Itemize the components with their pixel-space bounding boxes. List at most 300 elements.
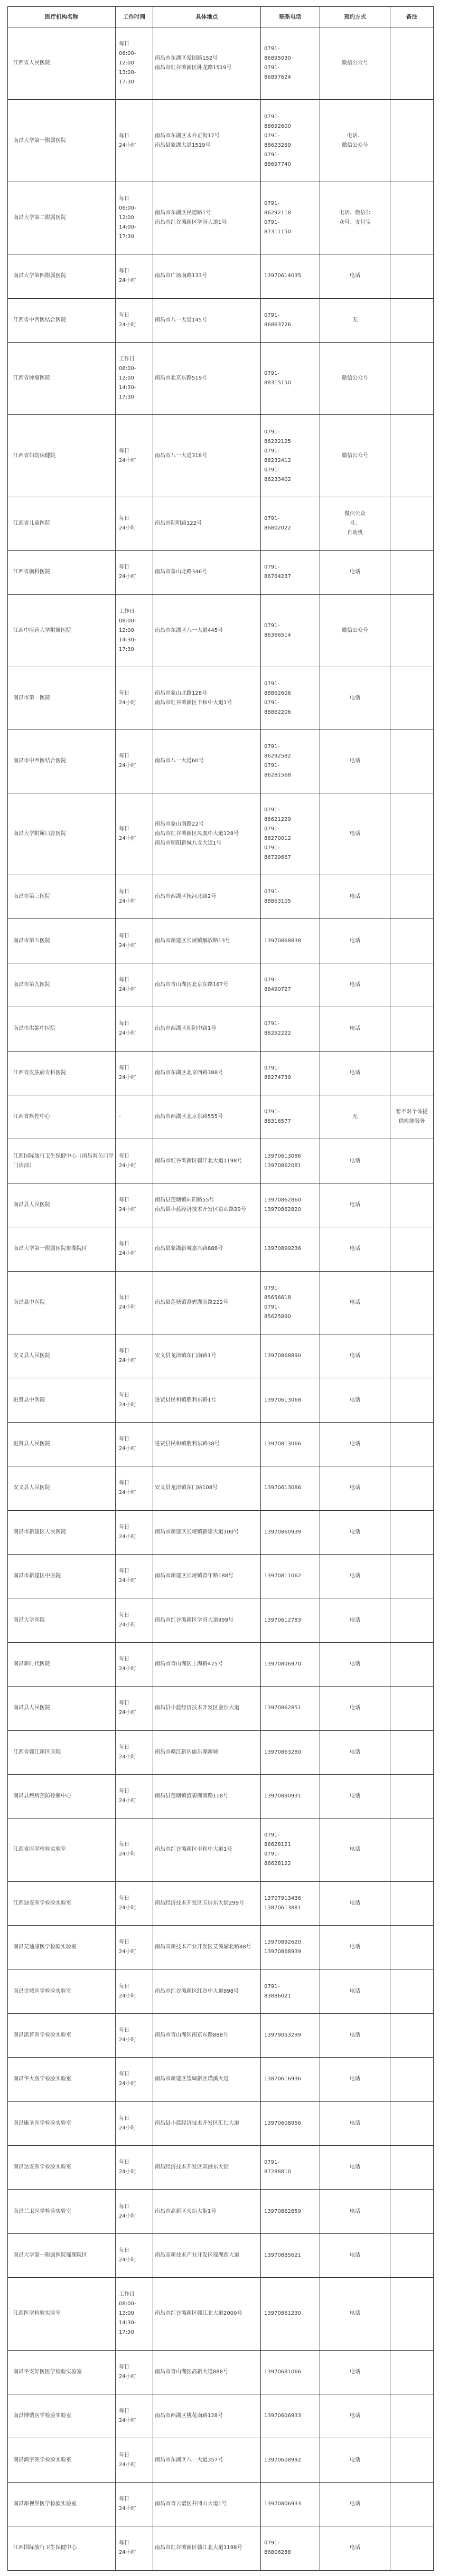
working-hours-cell: 每日 24小时 bbox=[116, 2350, 153, 2394]
address-cell: 进贤县民和镇胜利东路38号 bbox=[153, 1422, 261, 1466]
address-cell: 南昌市阳明路122号 bbox=[153, 497, 261, 550]
table-row bbox=[8, 1466, 434, 1510]
table-row bbox=[8, 100, 434, 182]
booking-method-cell: 电话 bbox=[320, 551, 390, 594]
table-row bbox=[8, 1007, 434, 1051]
working-hours-cell: 每日 24小时 bbox=[116, 497, 153, 550]
institution-name-cell: 江西省人民医院 bbox=[8, 27, 116, 100]
booking-method-cell: 电话 bbox=[320, 1466, 390, 1510]
address-cell: 南昌市东湖区爱国路152号 南昌市红谷滩新区卧龙路1519号 bbox=[153, 27, 261, 100]
working-hours-cell: 每日 24小时 bbox=[116, 1422, 153, 1466]
phone-cell: 0791- 88692600 0791- 88623269 0791- 88697740 bbox=[261, 100, 320, 182]
phone-cell: 13970606933 bbox=[261, 2394, 320, 2438]
remarks-cell bbox=[390, 875, 434, 919]
address-cell: 南昌市东湖区北京西路388号 bbox=[153, 1051, 261, 1095]
address-cell: 南昌市红谷滩新区红谷中大道998号 bbox=[153, 1969, 261, 2013]
working-hours-cell: 每日 24小时 bbox=[116, 2394, 153, 2438]
institution-name-cell: 南昌金域医学检验实验室 bbox=[8, 1969, 116, 2013]
institution-name-cell: 江西省妇幼保健院 bbox=[8, 415, 116, 497]
table-row bbox=[8, 667, 434, 730]
booking-method-cell: 电话 bbox=[320, 254, 390, 298]
address-cell: 南昌市西湖区朝阳中路1号 bbox=[153, 1007, 261, 1051]
working-hours-cell: 每日 24小时 bbox=[116, 1881, 153, 1925]
phone-cell: 0791- 87288810 bbox=[261, 2146, 320, 2190]
address-cell: 南昌市八一大道318号 bbox=[153, 415, 261, 497]
remarks-cell bbox=[390, 2438, 434, 2482]
phone-cell: 0791- 86806288 bbox=[261, 2526, 320, 2570]
working-hours-cell: 每日 24小时 bbox=[116, 1466, 153, 1510]
booking-method-cell: 电话 bbox=[320, 1554, 390, 1598]
table-row bbox=[8, 497, 434, 550]
table-row bbox=[8, 182, 434, 254]
working-hours-cell: 每日 24小时 bbox=[116, 1642, 153, 1686]
header-working-hours: 工作时间 bbox=[116, 7, 153, 27]
phone-cell: 13970862860 13970862820 bbox=[261, 1183, 320, 1227]
booking-method-cell: 电话 bbox=[320, 2438, 390, 2482]
phone-cell: 0791- 88274739 bbox=[261, 1051, 320, 1095]
institution-name-cell: 南昌博瑞医学检验实验室 bbox=[8, 2394, 116, 2438]
institution-name-cell: 南昌市中西医结合医院 bbox=[8, 730, 116, 793]
remarks-cell bbox=[390, 2394, 434, 2438]
table-row bbox=[8, 730, 434, 793]
booking-method-cell: 电话 bbox=[320, 667, 390, 730]
remarks-cell bbox=[390, 298, 434, 342]
table-row bbox=[8, 919, 434, 963]
working-hours-cell: 每日 24小时 bbox=[116, 2438, 153, 2482]
working-hours-cell: 每日 24小时 bbox=[116, 415, 153, 497]
phone-cell: 0791- 83886021 bbox=[261, 1969, 320, 2013]
table-row bbox=[8, 1271, 434, 1334]
address-cell: 南昌市青山湖区北京东路167号 bbox=[153, 963, 261, 1007]
phone-cell: 0791- 88862606 0791- 88862206 bbox=[261, 667, 320, 730]
table-row bbox=[8, 1774, 434, 1818]
phone-cell: 0791- 86895030 0791- 86897624 bbox=[261, 27, 320, 100]
booking-method-cell: 电话 bbox=[320, 1926, 390, 1969]
table-row bbox=[8, 2526, 434, 2570]
working-hours-cell: 每日 24小时 bbox=[116, 1183, 153, 1227]
table-row bbox=[8, 1926, 434, 1969]
institution-name-cell: 江西国际旅行卫生保健中心 bbox=[8, 2526, 116, 2570]
remarks-cell bbox=[390, 2190, 434, 2233]
address-cell: 南昌市新建区长堎镇解放路13号 bbox=[153, 919, 261, 963]
working-hours-cell: 每日 24小时 bbox=[116, 667, 153, 730]
phone-cell: 13970899236 bbox=[261, 1227, 320, 1271]
phone-cell: 13970868838 bbox=[261, 919, 320, 963]
institution-name-cell: 南昌大学第二附属医院 bbox=[8, 182, 116, 254]
table-row bbox=[8, 1881, 434, 1925]
phone-cell: 13970813066 bbox=[261, 1422, 320, 1466]
booking-method-cell: 电话 bbox=[320, 1730, 390, 1774]
institution-name-cell: 南昌市第五医院 bbox=[8, 919, 116, 963]
table-row bbox=[8, 2101, 434, 2145]
phone-cell: 0791- 86628121 0791- 86628122 bbox=[261, 1819, 320, 1881]
booking-method-cell: 电话 bbox=[320, 1271, 390, 1334]
remarks-cell bbox=[390, 1598, 434, 1642]
institution-name-cell: 南昌市洪都中医院 bbox=[8, 1007, 116, 1051]
remarks-cell bbox=[390, 1774, 434, 1818]
address-cell: 南昌市新建区长堎镇青年路188号 bbox=[153, 1554, 261, 1598]
institution-name-cell: 江西省疾控中心 bbox=[8, 1095, 116, 1139]
institution-name-cell: 江西省中西医结合医院 bbox=[8, 298, 116, 342]
table-row bbox=[8, 1969, 434, 2013]
remarks-cell bbox=[390, 1510, 434, 1554]
table-row bbox=[8, 1510, 434, 1554]
remarks-cell bbox=[390, 497, 434, 550]
phone-cell: 13970681066 bbox=[261, 2350, 320, 2394]
booking-method-cell: 电话 bbox=[320, 1819, 390, 1881]
working-hours-cell: 每日 24小时 bbox=[116, 2233, 153, 2277]
header-phone: 联系电话 bbox=[261, 7, 320, 27]
working-hours-cell: 每日 06:00- 12:00 14:00- 17:30 bbox=[116, 182, 153, 254]
phone-cell: 0791- 86366514 bbox=[261, 594, 320, 667]
remarks-cell bbox=[390, 1139, 434, 1183]
booking-method-cell: 电话 bbox=[320, 1334, 390, 1378]
remarks-cell bbox=[390, 2482, 434, 2526]
address-cell: 南昌市广场南路133号 bbox=[153, 254, 261, 298]
phone-cell: 13970862859 bbox=[261, 2190, 320, 2233]
remarks-cell bbox=[390, 1422, 434, 1466]
booking-method-cell: 电话 bbox=[320, 1183, 390, 1227]
address-cell: 南昌市新建区长堎镇新建大道100号 bbox=[153, 1510, 261, 1554]
table-row bbox=[8, 2013, 434, 2057]
institution-name-cell: 江西省儿童医院 bbox=[8, 497, 116, 550]
booking-method-cell: 电话 bbox=[320, 2526, 390, 2570]
remarks-cell bbox=[390, 2278, 434, 2350]
header-booking-method: 预约方式 bbox=[320, 7, 390, 27]
address-cell: 南昌市红谷滩新区赣江北大道1198号 bbox=[153, 1139, 261, 1183]
table-row bbox=[8, 1642, 434, 1686]
working-hours-cell: 每日 24小时 bbox=[116, 1139, 153, 1183]
phone-cell: 0791- 86863726 bbox=[261, 298, 320, 342]
table-row bbox=[8, 1819, 434, 1881]
working-hours-cell: 每日 24小时 bbox=[116, 2482, 153, 2526]
table-row bbox=[8, 27, 434, 100]
table-row bbox=[8, 2233, 434, 2277]
institution-name-cell: 南昌大学医院 bbox=[8, 1598, 116, 1642]
table-row bbox=[8, 1554, 434, 1598]
remarks-cell bbox=[390, 594, 434, 667]
booking-method-cell: 微信公众号 bbox=[320, 594, 390, 667]
booking-method-cell: 无 bbox=[320, 298, 390, 342]
remarks-cell bbox=[390, 182, 434, 254]
remarks-cell bbox=[390, 2146, 434, 2190]
phone-cell: 13970806970 bbox=[261, 1642, 320, 1686]
booking-method-cell: 电话 bbox=[320, 2058, 390, 2101]
address-cell: 南昌市西湖区北京东路555号 bbox=[153, 1095, 261, 1139]
working-hours-cell: 每日 24小时 bbox=[116, 1007, 153, 1051]
institution-name-cell: 进贤县人民医院 bbox=[8, 1422, 116, 1466]
booking-method-cell: 电话 bbox=[320, 2146, 390, 2190]
institution-name-cell: 南昌大学附属口腔医院 bbox=[8, 793, 116, 875]
table-row bbox=[8, 2146, 434, 2190]
address-cell: 南昌市青山湖区上海路475号 bbox=[153, 1642, 261, 1686]
working-hours-cell: 每日 24小时 bbox=[116, 1819, 153, 1881]
remarks-cell bbox=[390, 1687, 434, 1730]
working-hours-cell: 每日 24小时 bbox=[116, 2146, 153, 2190]
address-cell: 南昌市新建区望城新区璜溪大道 bbox=[153, 2058, 261, 2101]
remarks-cell bbox=[390, 2526, 434, 2570]
phone-cell: 13970862851 bbox=[261, 1687, 320, 1730]
booking-method-cell: 微信公众 号、 自助机 bbox=[320, 497, 390, 550]
phone-cell: 0791- 86252222 bbox=[261, 1007, 320, 1051]
working-hours-cell: 每日 24小时 bbox=[116, 1510, 153, 1554]
phone-cell: 13970613086 bbox=[261, 1466, 320, 1510]
institution-name-cell: 进贤县中医院 bbox=[8, 1378, 116, 1422]
remarks-cell bbox=[390, 1730, 434, 1774]
table-row bbox=[8, 2058, 434, 2101]
institution-name-cell: 江西省胸科医院 bbox=[8, 551, 116, 594]
table-row bbox=[8, 2278, 434, 2350]
working-hours-cell: 每日 24小时 bbox=[116, 963, 153, 1007]
table-row bbox=[8, 1139, 434, 1183]
remarks-cell bbox=[390, 1378, 434, 1422]
remarks-cell bbox=[390, 730, 434, 793]
booking-method-cell: 电话 bbox=[320, 1774, 390, 1818]
table-row bbox=[8, 342, 434, 414]
working-hours-cell: 每日 24小时 bbox=[116, 919, 153, 963]
working-hours-cell: 每日 24小时 bbox=[116, 1687, 153, 1730]
address-cell: 南昌县莲塘镇澄碧湖南路222号 bbox=[153, 1271, 261, 1334]
booking-method-cell: 电话 bbox=[320, 963, 390, 1007]
remarks-cell bbox=[390, 2058, 434, 2101]
remarks-cell bbox=[390, 963, 434, 1007]
table-row bbox=[8, 963, 434, 1007]
address-cell: 南昌市象山北路128号 南昌市红谷滩新区丰和中大道1号 bbox=[153, 667, 261, 730]
phone-cell: 13979053299 bbox=[261, 2013, 320, 2057]
booking-method-cell: 电话 bbox=[320, 875, 390, 919]
phone-cell: 0791- 88316577 bbox=[261, 1095, 320, 1139]
address-cell: 南昌县象湖新城嘉兴路888号 bbox=[153, 1227, 261, 1271]
table-row bbox=[8, 1730, 434, 1774]
address-cell: 南昌市东湖区八一大道445号 bbox=[153, 594, 261, 667]
booking-method-cell: 无 bbox=[320, 1095, 390, 1139]
booking-method-cell: 电话 bbox=[320, 730, 390, 793]
header-address: 具体地点 bbox=[153, 7, 261, 27]
working-hours-cell: 每日 24小时 bbox=[116, 2190, 153, 2233]
phone-cell: 0791- 86490727 bbox=[261, 963, 320, 1007]
working-hours-cell: 每日 24小时 bbox=[116, 1926, 153, 1969]
working-hours-cell: 每日 24小时 bbox=[116, 2058, 153, 2101]
working-hours-cell: 每日 24小时 bbox=[116, 298, 153, 342]
address-cell: 南昌市高新区火炬大街1号 bbox=[153, 2190, 261, 2233]
address-cell: 南昌高新技术产业开发区艾溪湖北路88号 bbox=[153, 1926, 261, 1969]
institution-name-cell: 南昌凯普医学检验实验室 bbox=[8, 2013, 116, 2057]
institution-name-cell: 江西中医药大学附属医院 bbox=[8, 594, 116, 667]
table-row bbox=[8, 1095, 434, 1139]
address-cell: 安义县龙津镇东门南路1号 bbox=[153, 1334, 261, 1378]
address-cell: 南昌市青山湖区高新大道888号 bbox=[153, 2350, 261, 2394]
remarks-cell bbox=[390, 793, 434, 875]
table-row bbox=[8, 793, 434, 875]
table-row bbox=[8, 2394, 434, 2438]
address-cell: 南昌市八一大道60号 bbox=[153, 730, 261, 793]
institution-name-cell: 南昌县人民医院 bbox=[8, 1183, 116, 1227]
remarks-cell bbox=[390, 919, 434, 963]
working-hours-cell: 每日 24小时 bbox=[116, 1051, 153, 1095]
working-hours-cell: 每日 24小时 bbox=[116, 254, 153, 298]
working-hours-cell: 每日 24小时 bbox=[116, 1271, 153, 1334]
booking-method-cell: 电话 bbox=[320, 919, 390, 963]
phone-cell: 13707913436 13870613881 bbox=[261, 1881, 320, 1925]
booking-method-cell: 电话 bbox=[320, 1422, 390, 1466]
booking-method-cell: 电话 bbox=[320, 1598, 390, 1642]
working-hours-cell: 每日 24小时 bbox=[116, 1774, 153, 1818]
working-hours-cell: 每日 24小时 bbox=[116, 551, 153, 594]
institution-name-cell: 南昌华大医学检验实验室 bbox=[8, 2058, 116, 2101]
address-cell: 南昌市红谷滩新区赣江北大道2000号 bbox=[153, 2278, 261, 2350]
institution-name-cell: 南昌县中医院 bbox=[8, 1271, 116, 1334]
institution-name-cell: 南昌康圣医学检验实验室 bbox=[8, 2101, 116, 2145]
booking-method-cell: 微信公众号 bbox=[320, 342, 390, 414]
booking-method-cell: 电话 bbox=[320, 1642, 390, 1686]
institution-name-cell: 南昌大学第一附属医院瑶湖院区 bbox=[8, 2233, 116, 2277]
booking-method-cell: 电话 bbox=[320, 1881, 390, 1925]
address-cell: 南昌县莲塘镇澄碧湖南路118号 bbox=[153, 1774, 261, 1818]
working-hours-cell: 每日 24小时 bbox=[116, 875, 153, 919]
institution-name-cell: 江西国际旅行卫生保健中心（南昌海关口岸门诊部） bbox=[8, 1139, 116, 1183]
remarks-cell bbox=[390, 2350, 434, 2394]
working-hours-cell: 每日 24小时 bbox=[116, 2013, 153, 2057]
remarks-cell bbox=[390, 1051, 434, 1095]
table-row bbox=[8, 415, 434, 497]
booking-method-cell: 电话 bbox=[320, 1051, 390, 1095]
address-cell: 南昌高新技术产业开发区瑶湖西大道 bbox=[153, 2233, 261, 2277]
institution-name-cell: 南昌兰卫医学检验实验室 bbox=[8, 2190, 116, 2233]
phone-cell: 0791- 86621229 0791- 86270012 0791- 86729667 bbox=[261, 793, 320, 875]
institution-name-cell: 南昌市第三医院 bbox=[8, 875, 116, 919]
phone-cell: 0791- 86292118 0791- 87311150 bbox=[261, 182, 320, 254]
institution-name-cell: 江西省赣江新区医院 bbox=[8, 1730, 116, 1774]
table-row bbox=[8, 1687, 434, 1730]
phone-cell: 0791- 86802022 bbox=[261, 497, 320, 550]
address-cell: 南昌市东湖区八一大道357号 bbox=[153, 2438, 261, 2482]
remarks-cell bbox=[390, 1819, 434, 1881]
booking-method-cell: 电话 bbox=[320, 2482, 390, 2526]
booking-method-cell: 电话 bbox=[320, 1007, 390, 1051]
working-hours-cell: 每日 24小时 bbox=[116, 1598, 153, 1642]
remarks-cell bbox=[390, 1554, 434, 1598]
institution-name-cell: 江西省医学检验实验室 bbox=[8, 1819, 116, 1881]
booking-method-cell: 微信公众号 bbox=[320, 27, 390, 100]
table-row bbox=[8, 1183, 434, 1227]
booking-method-cell: 微信公众号 bbox=[320, 415, 390, 497]
phone-cell: 0791- 85656618 0791- 85625890 bbox=[261, 1271, 320, 1334]
address-cell: 南昌县小蓝经济技术开发区金沙大道 bbox=[153, 1687, 261, 1730]
working-hours-cell: 每日 24小时 bbox=[116, 730, 153, 793]
booking-method-cell: 电话 bbox=[320, 2394, 390, 2438]
working-hours-cell: 每日 24小时 bbox=[116, 793, 153, 875]
address-cell: 南昌市东湖区永外正街17号 南昌县象湖大道1519号 bbox=[153, 100, 261, 182]
working-hours-cell: 每日 24小时 bbox=[116, 1554, 153, 1598]
institution-name-cell: 江西医学检验实验室 bbox=[8, 2278, 116, 2350]
remarks-cell bbox=[390, 1466, 434, 1510]
phone-cell: 13970860939 bbox=[261, 1510, 320, 1554]
remarks-cell bbox=[390, 2233, 434, 2277]
booking-method-cell: 电话 bbox=[320, 2278, 390, 2350]
phone-cell: 13970613086 13970862081 bbox=[261, 1139, 320, 1183]
institution-name-cell: 南昌大学第一附属医院 bbox=[8, 100, 116, 182]
testing-institutions-table bbox=[7, 6, 434, 2571]
table-header-row bbox=[8, 7, 434, 27]
booking-method-cell: 电话、 微信公众号 bbox=[320, 100, 390, 182]
address-cell: 南昌市北京东路519号 bbox=[153, 342, 261, 414]
working-hours-cell: 每日 24小时 bbox=[116, 2101, 153, 2145]
remarks-cell bbox=[390, 1271, 434, 1334]
address-cell: 南昌市赣江新区儒乐湖新城 bbox=[153, 1730, 261, 1774]
institution-name-cell: 南昌市第一医院 bbox=[8, 667, 116, 730]
table-row bbox=[8, 1422, 434, 1466]
phone-cell: 13970608956 bbox=[261, 2101, 320, 2145]
address-cell: 南昌县莲塘镇向阳路55号 南昌县小蓝经济技术开发区富山路29号 bbox=[153, 1183, 261, 1227]
table-row bbox=[8, 2350, 434, 2394]
booking-method-cell: 电话 bbox=[320, 2013, 390, 2057]
working-hours-cell: 每日 24小时 bbox=[116, 1969, 153, 2013]
header-institution-name: 医疗机构名称 bbox=[8, 7, 116, 27]
remarks-cell bbox=[390, 100, 434, 182]
phone-cell: 13970885621 bbox=[261, 2233, 320, 2277]
booking-method-cell: 电话 bbox=[320, 1227, 390, 1271]
institution-name-cell: 安义县人民医院 bbox=[8, 1466, 116, 1510]
address-cell: 南昌市青山湖区南京东路888号 bbox=[153, 2013, 261, 2057]
institution-name-cell: 安义县人民医院 bbox=[8, 1334, 116, 1378]
remarks-cell bbox=[390, 2013, 434, 2057]
address-cell: 南昌经济技术开发区双港东大街 bbox=[153, 2146, 261, 2190]
institution-name-cell: 南昌新视界医学检验实验室 bbox=[8, 2482, 116, 2526]
phone-cell: 13970880931 bbox=[261, 1774, 320, 1818]
working-hours-cell: 工作日 08:00- 12:00 14:30- 17:30 bbox=[116, 594, 153, 667]
institution-name-cell: 南昌新时代医院 bbox=[8, 1642, 116, 1686]
phone-cell: 13970612783 bbox=[261, 1598, 320, 1642]
remarks-cell: 暂不对个体提 供检测服务 bbox=[390, 1095, 434, 1139]
working-hours-cell: - bbox=[116, 1095, 153, 1139]
working-hours-cell: 工作日 08:00- 12:00 14:30- 17:30 bbox=[116, 2278, 153, 2350]
working-hours-cell: 每日 24小时 bbox=[116, 1378, 153, 1422]
phone-cell: 13970608992 bbox=[261, 2438, 320, 2482]
remarks-cell bbox=[390, 1969, 434, 2013]
institution-name-cell: 江西省肿瘤医院 bbox=[8, 342, 116, 414]
address-cell: 南昌县小蓝经济技术开发区汇仁大道 bbox=[153, 2101, 261, 2145]
institution-name-cell: 南昌县人民医院 bbox=[8, 1687, 116, 1730]
phone-cell: 13970863280 bbox=[261, 1730, 320, 1774]
address-cell: 南昌市八一大道145号 bbox=[153, 298, 261, 342]
phone-cell: 0791- 88315150 bbox=[261, 342, 320, 414]
institution-name-cell: 南昌鸿宇医学检验实验室 bbox=[8, 2438, 116, 2482]
table-row bbox=[8, 1227, 434, 1271]
remarks-cell bbox=[390, 1227, 434, 1271]
working-hours-cell: 每日 24小时 bbox=[116, 1730, 153, 1774]
table-row bbox=[8, 2190, 434, 2233]
phone-cell: 13970811062 bbox=[261, 1554, 320, 1598]
remarks-cell bbox=[390, 1334, 434, 1378]
remarks-cell bbox=[390, 1642, 434, 1686]
phone-cell: 13970614035 bbox=[261, 254, 320, 298]
phone-cell: 0791- 86292582 0791- 86281568 bbox=[261, 730, 320, 793]
remarks-cell bbox=[390, 1183, 434, 1227]
institution-name-cell: 南昌县疾病预防控制中心 bbox=[8, 1774, 116, 1818]
address-cell: 南昌市红谷滩新区学府大道999号 bbox=[153, 1598, 261, 1642]
address-cell: 南昌市西湖区桃花南路128号 bbox=[153, 2394, 261, 2438]
working-hours-cell: 每日 24小时 bbox=[116, 100, 153, 182]
remarks-cell bbox=[390, 551, 434, 594]
remarks-cell bbox=[390, 2101, 434, 2145]
institution-name-cell: 南昌市第九医院 bbox=[8, 963, 116, 1007]
institution-name-cell: 南昌大学第四附属医院 bbox=[8, 254, 116, 298]
working-hours-cell: 每日 24小时 bbox=[116, 1334, 153, 1378]
table-row bbox=[8, 1598, 434, 1642]
table-row bbox=[8, 1334, 434, 1378]
working-hours-cell: 每日 06:00- 12:00 13:00- 17:30 bbox=[116, 27, 153, 100]
phone-cell: 13970861230 bbox=[261, 2278, 320, 2350]
